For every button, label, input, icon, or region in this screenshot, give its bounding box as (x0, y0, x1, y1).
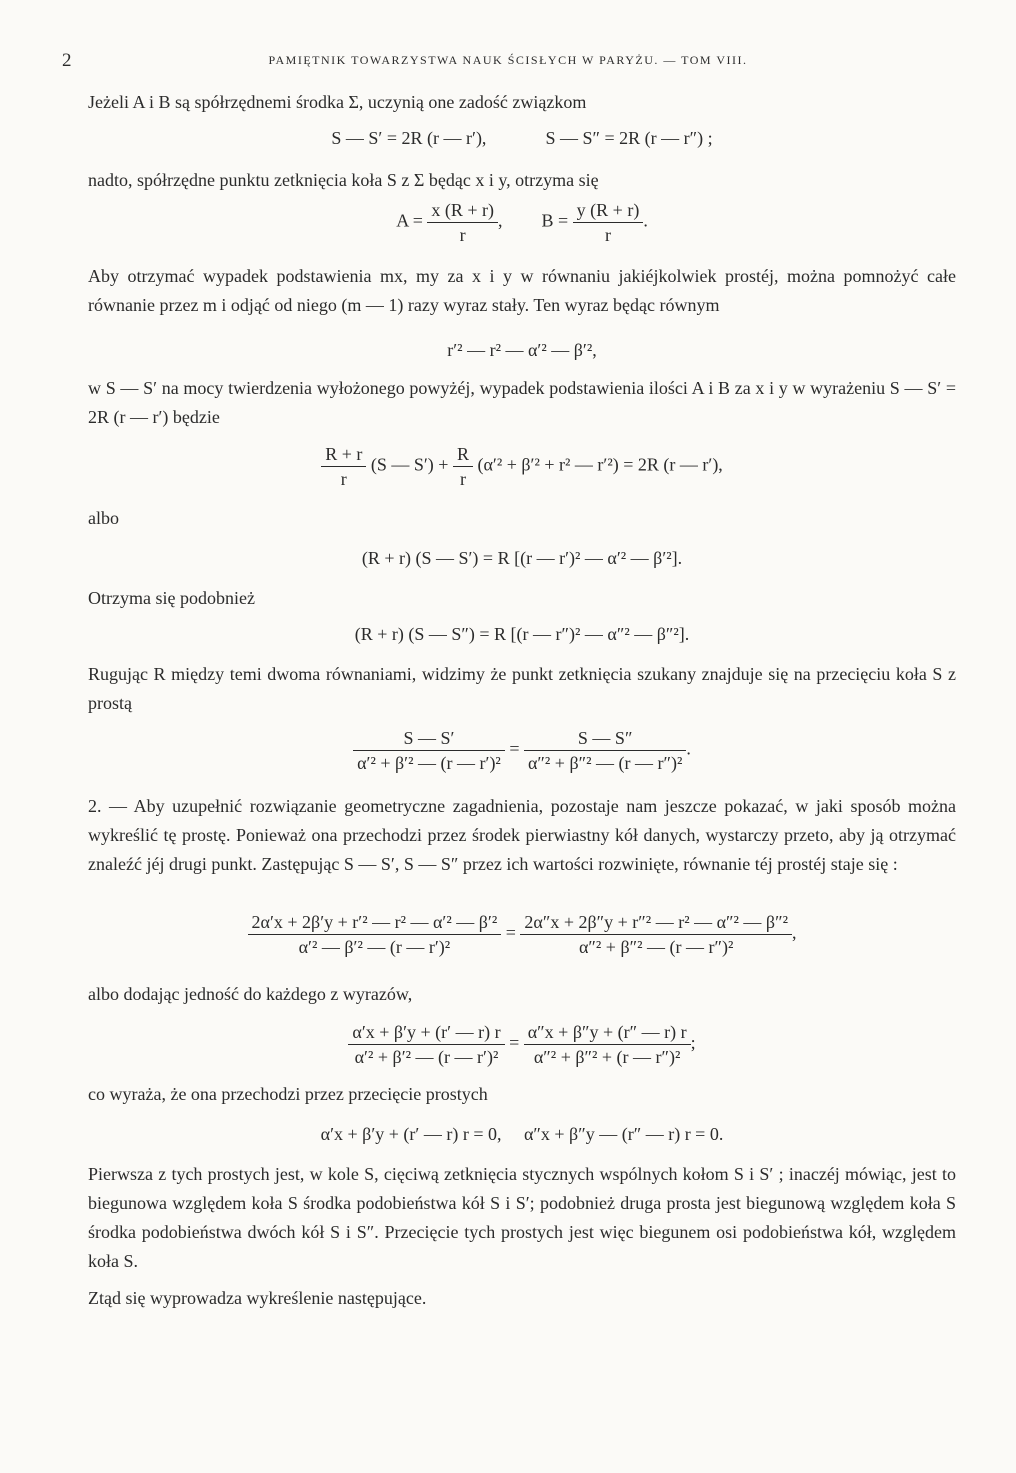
eq7-end: . (686, 738, 691, 759)
page-header (62, 50, 954, 72)
eq8-r-den: α″² + β″² — (r — r″)² (578, 937, 734, 957)
eq7-l-den: α′² + β′² — (r — r′)² (357, 753, 501, 773)
eq4-fraction-2 (453, 442, 473, 491)
eq2-B-den: r (604, 225, 611, 245)
equation-7 (88, 726, 956, 775)
eq4-f1-den: r (340, 469, 347, 489)
paragraph-9: Pierwsza z tych prostych jest, w kole S, cięciwą zetknięcia stycznych wspólnych kołom S i S′ ; inaczéj mówiąc, jest to biegunowa względem koła S środka podobieństwa kół S i S′; podobnież druga prosta jest biegunową względem koła S środka podobieństwa dwóch kół S i S″. Przecięcie tych prostych jest więc biegunem osi podobieństwa kół, względem koła S. (88, 1164, 956, 1271)
running-title: PAMIĘTNIK TOWARZYSTWA NAUK ŚCISŁYCH W PARYŻU. — TOM VIII. (268, 53, 748, 67)
eq8-fraction-right (520, 910, 792, 959)
paragraph-8: co wyraża, że ona przechodzi przez przecięcie prostych (88, 1084, 488, 1104)
eq2-A-fraction (427, 198, 498, 247)
eq4-mid: (S — S′) + (370, 454, 449, 475)
eq7-equals: = (509, 738, 520, 759)
eq4-fraction-1 (321, 442, 366, 491)
eq9-l-num: α′x + β′y + (r′ — r) r (348, 1020, 504, 1045)
eq8-equals: = (505, 922, 516, 943)
eq9-fraction-left (348, 1020, 504, 1069)
eq2-B-lhs: B = (541, 210, 569, 231)
eq9-equals: = (509, 1032, 520, 1053)
eq8-l-num: 2α′x + 2β′y + r′² — r² — α′² — β′² (248, 910, 502, 935)
eq2-A-num: x (R + r) (427, 198, 498, 223)
paragraph-5: Otrzyma się podobnież (88, 588, 255, 608)
equation-9 (88, 1020, 956, 1069)
eq7-fraction-right (524, 726, 686, 775)
eq7-l-num: S — S′ (353, 726, 505, 751)
paragraph-7: 2. — Aby uzupełnić rozwiązanie geometryczne zagadnienia, pozostaje nam jeszcze pokazać, w jaki sposób można wykreślić tę prostę. Ponieważ ona przechodzi przez środek pierwiastny kół danych, wystarczy przeto, aby ją otrzymać znaleźć jéj drugi punkt. Zastępując S — S′, S — S″ przez ich wartości rozwinięte, równanie téj prostéj staje się : (88, 796, 956, 874)
eq8-l-den: α′² — β′² — (r — r′)² (298, 937, 451, 957)
eq8-end: , (791, 922, 797, 943)
equation-3: r′² — r² — α′² — β′², (447, 340, 597, 360)
equation-8 (88, 910, 956, 959)
equation-1b: S — S″ = 2R (r — r″) ; (545, 128, 713, 148)
paragraph-3: Aby otrzymać wypadek podstawienia mx, my za x i y w równaniu jakiéjkolwiek prostéj, można pomnożyć całe równanie przez m i odjąć od niego (m — 1) razy wyraz stały. Ten wyraz będąc równym (88, 266, 956, 315)
eq8-r-num: 2α″x + 2β″y + r″² — r² — α″² — β″² (520, 910, 792, 935)
eq9-fraction-right (524, 1020, 691, 1069)
albo-label-1: albo (88, 508, 119, 528)
page-number: 2 (62, 50, 72, 71)
eq4-f1-num: R + r (321, 442, 366, 467)
eq2-A-lhs: A = (396, 210, 423, 231)
albo-label-2: albo dodając jedność do każdego z wyrazów, (88, 984, 413, 1004)
eq7-r-num: S — S″ (524, 726, 686, 751)
eq2-A-den: r (459, 225, 466, 245)
equation-10: α′x + β′y + (r′ — r) r = 0, α″x + β″y — (r″ — r) r = 0. (320, 1124, 724, 1144)
paragraph-10: Ztąd się wyprowadza wykreślenie następujące. (88, 1288, 427, 1308)
paragraph-2: nadto, spółrzędne punktu zetknięcia koła S z Σ będąc x i y, otrzyma się (88, 170, 599, 190)
equation-2: A = $\frac{x (R + r)}{r}$ , B = $\frac{y (R + r)}{r}$ . (396, 200, 648, 245)
paragraph-4: w S — S′ na mocy twierdzenia wyłożonego powyżéj, wypadek podstawienia ilości A i B za x i y w wyrażeniu S — S′ = 2R (r — r′) będzie (88, 378, 956, 427)
eq2-B-num: y (R + r) (573, 198, 644, 223)
equation-1 (88, 128, 956, 149)
eq9-r-num: α″x + β″y + (r″ — r) r (524, 1020, 691, 1045)
eq4-f2-num: R (453, 442, 473, 467)
eq9-l-den: α′² + β′² — (r — r′)² (354, 1047, 499, 1067)
equation-6: (R + r) (S — S″) = R [(r — r″)² — α″² — β″²]. (354, 624, 690, 644)
eq7-r-den: α″² + β″² — (r — r″)² (527, 753, 683, 773)
equation-4 (88, 442, 956, 491)
equation-5: (R + r) (S — S′) = R [(r — r′)² — α′² — β′²]. (361, 548, 683, 568)
equation-1a: S — S′ = 2R (r — r′), (331, 128, 487, 148)
eq2-B-fraction (573, 198, 644, 247)
eq7-fraction-left (353, 726, 505, 775)
paragraph-6: Rugując R między temi dwoma równaniami, widzimy że punkt zetknięcia szukany znajduje się na przecięciu koła S z prostą (88, 664, 956, 713)
eq4-f2-den: r (459, 469, 466, 489)
eq4-tail: (α′² + β′² + r² — r′²) = 2R (r — r′), (477, 454, 723, 475)
eq9-r-den: α″² + β″² + (r — r″)² (533, 1047, 681, 1067)
eq9-end: ; (690, 1032, 696, 1053)
paragraph-1: Jeżeli A i B są spółrzędnemi środka Σ, uczynią one zadość związkom (88, 92, 587, 112)
eq8-fraction-left (248, 910, 502, 959)
